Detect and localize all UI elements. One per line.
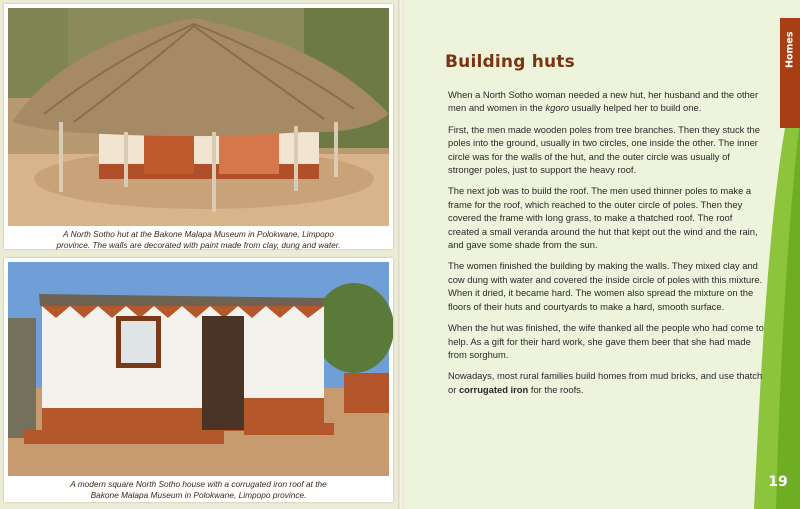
bold-term: corrugated iron (458, 383, 529, 395)
article-body (448, 88, 766, 404)
paragraph-text: usually helped her to build one. (568, 102, 702, 114)
paragraph: The next job was to build the roof. The men used thinner poles to make a frame for the roof, which reached to the outer circle of poles. Then they covered the frame with long grass, to make a thatched roof. The roof created a small veranda around the hut that kept out the wind and the rain, and gave some shade from the sun. (448, 185, 758, 251)
paragraph (448, 88, 766, 115)
page-heading: Building huts (445, 52, 575, 72)
thatched-hut-photo (4, 4, 393, 249)
photo-square-house-frame (4, 258, 393, 502)
paragraph: When the hut was finished, the wife thanked all the people who had come to help. As a gift for their hard work, she gave them beer that she had made from sorghum. (448, 322, 764, 360)
paragraph-text: for the roofs. (528, 383, 584, 395)
photo-thatched-hut-frame (4, 4, 393, 249)
paragraph-text: When a North Sotho woman needed a new hut, her husband and the other men and women in the (448, 89, 759, 114)
paragraph-text: Nowadays, most rural families build homes from mud bricks, and use thatch or (448, 370, 763, 395)
paragraph: The women finished the building by making the walls. They mixed clay and cow dung with water and covered the inside circle of poles with this mixture. When it dried, it became hard. The women also spread the mixture on the floors of their huts and courtyards to make a hard, smooth surface. (448, 260, 763, 312)
caption-line: A North Sotho hut at the Bakone Malapa Museum in Polokwane, Limpopo (63, 229, 334, 239)
photo-top-caption (4, 229, 393, 250)
photo-bottom-caption (4, 479, 393, 500)
page-number: 19 (768, 474, 788, 490)
square-house-photo (4, 258, 393, 502)
paragraph (448, 369, 766, 396)
paragraph: First, the men made wooden poles from tree branches. Then they stuck the poles into the ground, usually in two circles, one inside the other. The inner circle was for the walls of the hut, and the outer circle was usually of stronger poles, just to support the heavy roof. (448, 123, 760, 176)
caption-line: province. The walls are decorated with paint made from clay, dung and water. (56, 239, 341, 250)
caption-line: Bakone Malapa Museum in Polokwane, Limpopo province. (90, 489, 307, 500)
section-tab-label: Homes (784, 31, 796, 69)
caption-line: A modern square North Sotho house with a corrugated iron roof at the (70, 479, 327, 489)
italic-term: kgoro (545, 102, 569, 114)
